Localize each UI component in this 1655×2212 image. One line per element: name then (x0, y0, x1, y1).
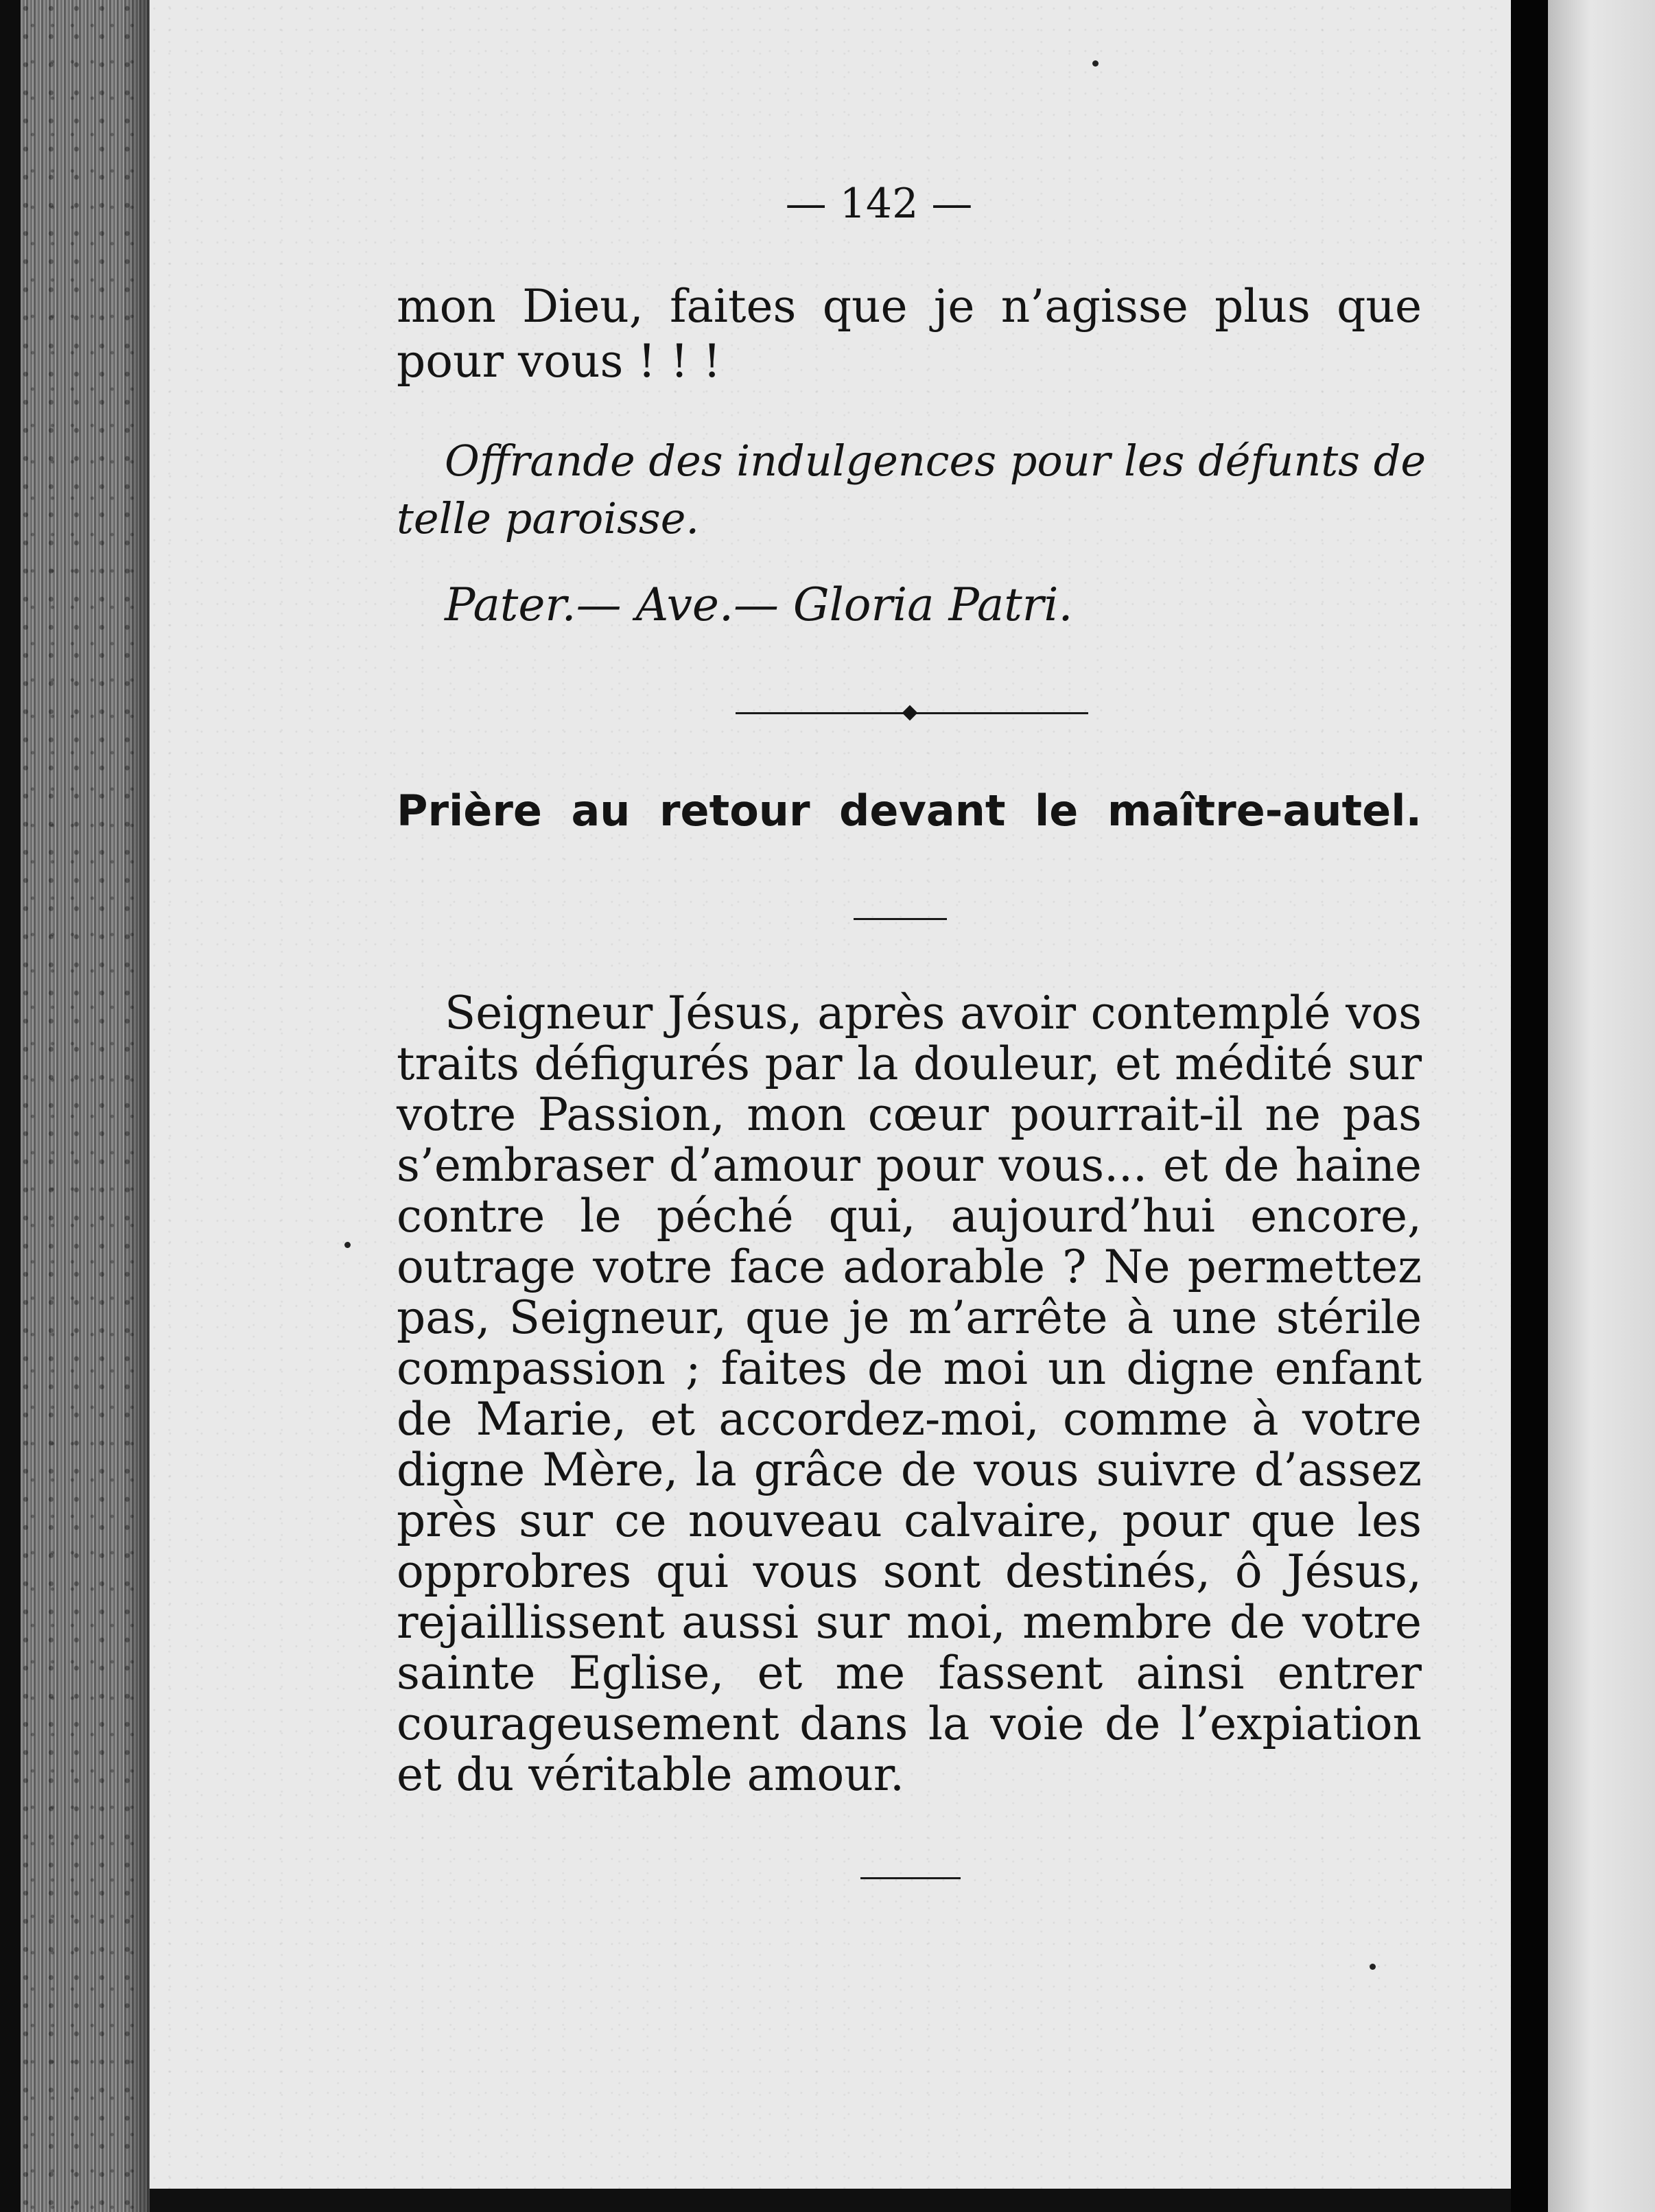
prayer-line: digne Mère, la grâce de vous suivre d’assez (397, 1444, 1422, 1496)
prayer-line: contre le péché qui, aujourd’hui encore, (397, 1190, 1422, 1243)
prayer-line: opprobres qui vous sont destinés, ô Jésus, (397, 1545, 1422, 1598)
prayer-line: compassion ; faites de moi un digne enfant (397, 1342, 1422, 1395)
prayer-line: outrage votre face adorable ? Ne permettez (397, 1240, 1422, 1293)
continuation-line: mon Dieu, faites que je n’agisse plus que (397, 280, 1422, 333)
page-number: — 142 — (785, 180, 973, 228)
prayer-line: et du véritable amour. (397, 1748, 905, 1801)
prayer-line: traits défigurés par la douleur, et médité sur (397, 1037, 1422, 1090)
offering-line: Offrande des indulgences pour les défunts de (445, 436, 1427, 486)
continuation-line: pour vous ! ! ! (397, 335, 721, 388)
scan-speck (1092, 60, 1099, 67)
facing-page-sliver (1548, 0, 1655, 2212)
prayer-line: s’embraser d’amour pour vous... et de haine (397, 1139, 1422, 1192)
prayer-line: près sur ce nouveau calvaire, pour que les (397, 1494, 1422, 1547)
bottom-shadow (150, 2189, 1511, 2212)
prayer-line: pas, Seigneur, que je m’arrête à une stérile (397, 1291, 1422, 1344)
scan-speck (344, 1242, 351, 1248)
offering-line: telle paroisse. (397, 493, 700, 543)
prayer-line: sainte Eglise, et me fassent ainsi entrer (397, 1647, 1422, 1699)
prayers-line: Pater.— Ave.— Gloria Patri. (445, 578, 1073, 631)
heading-rule (854, 918, 947, 920)
closing-rule (860, 1877, 961, 1879)
prayer-line: de Marie, et accordez-moi, comme à votre (397, 1393, 1422, 1446)
prayer-line: votre Passion, mon cœur pourrait-il ne pas (397, 1088, 1422, 1141)
prayer-line: rejaillissent aussi sur moi, membre de votre (397, 1596, 1422, 1649)
book-gutter (1511, 0, 1548, 2212)
scan-speck (1370, 1964, 1376, 1970)
prayer-line: Seigneur Jésus, après avoir contemplé vos (445, 987, 1422, 1039)
prayer-line: courageusement dans la voie de l’expiation (397, 1697, 1422, 1750)
section-title: Prière au retour devant le maître-autel. (397, 786, 1422, 836)
